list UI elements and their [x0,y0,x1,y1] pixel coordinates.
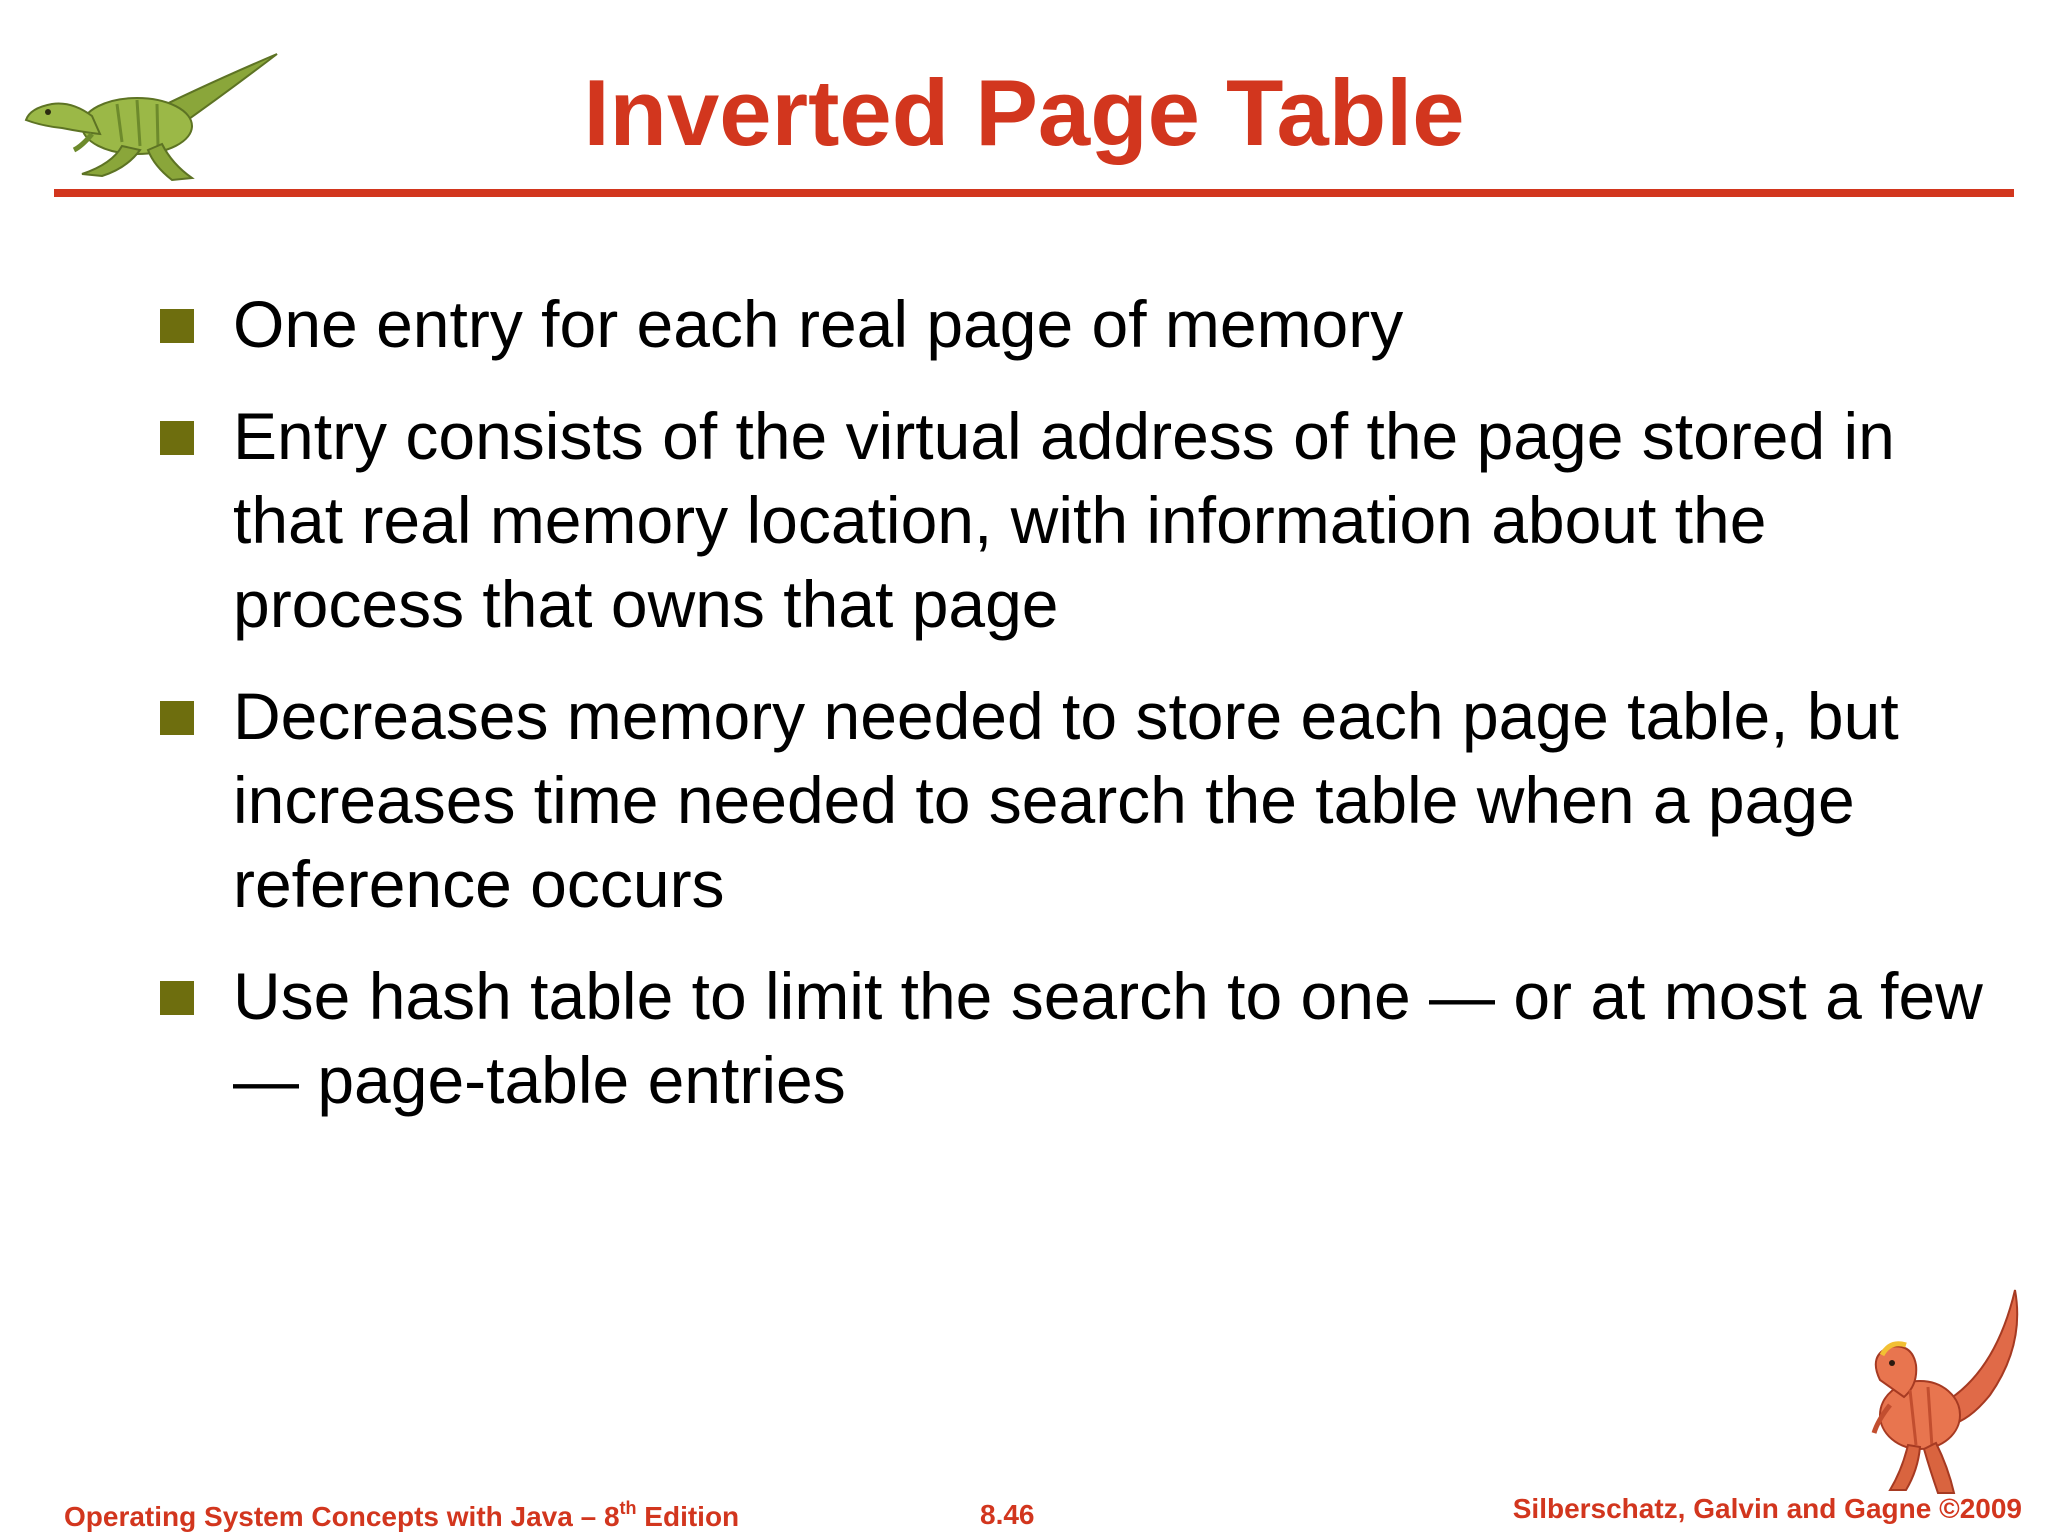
bullet-text: One entry for each real page of memory [233,287,1404,361]
title-divider [54,189,2014,197]
bullet-text: Decreases memory needed to store each page table, but increases time needed to search the table when a page reference occurs [233,679,1899,921]
bullet-text: Use hash table to limit the search to one — or at most a few — page-table entries [233,959,1983,1117]
red-dinosaur-icon [1820,1285,2030,1500]
slide-title: Inverted Page Table [583,60,1465,165]
bullet-item [160,954,2000,1122]
square-bullet-icon [160,701,194,735]
footer-book-title: Operating System Concepts with Java – 8th Edition [64,1497,740,1532]
footer-page-number: 8.46 [980,1499,1035,1530]
footer-copyright: Silberschatz, Galvin and Gagne ©2009 [1512,1493,2022,1524]
bullet-item [160,674,2000,926]
square-bullet-icon [160,981,194,1015]
bullet-list [160,282,2000,1150]
square-bullet-icon [160,421,194,455]
bullet-item [160,282,2000,366]
bullet-item [160,394,2000,646]
square-bullet-icon [160,309,194,343]
bullet-text: Entry consists of the virtual address of the page stored in that real memory location, with information about the process that owns that page [233,399,1895,641]
